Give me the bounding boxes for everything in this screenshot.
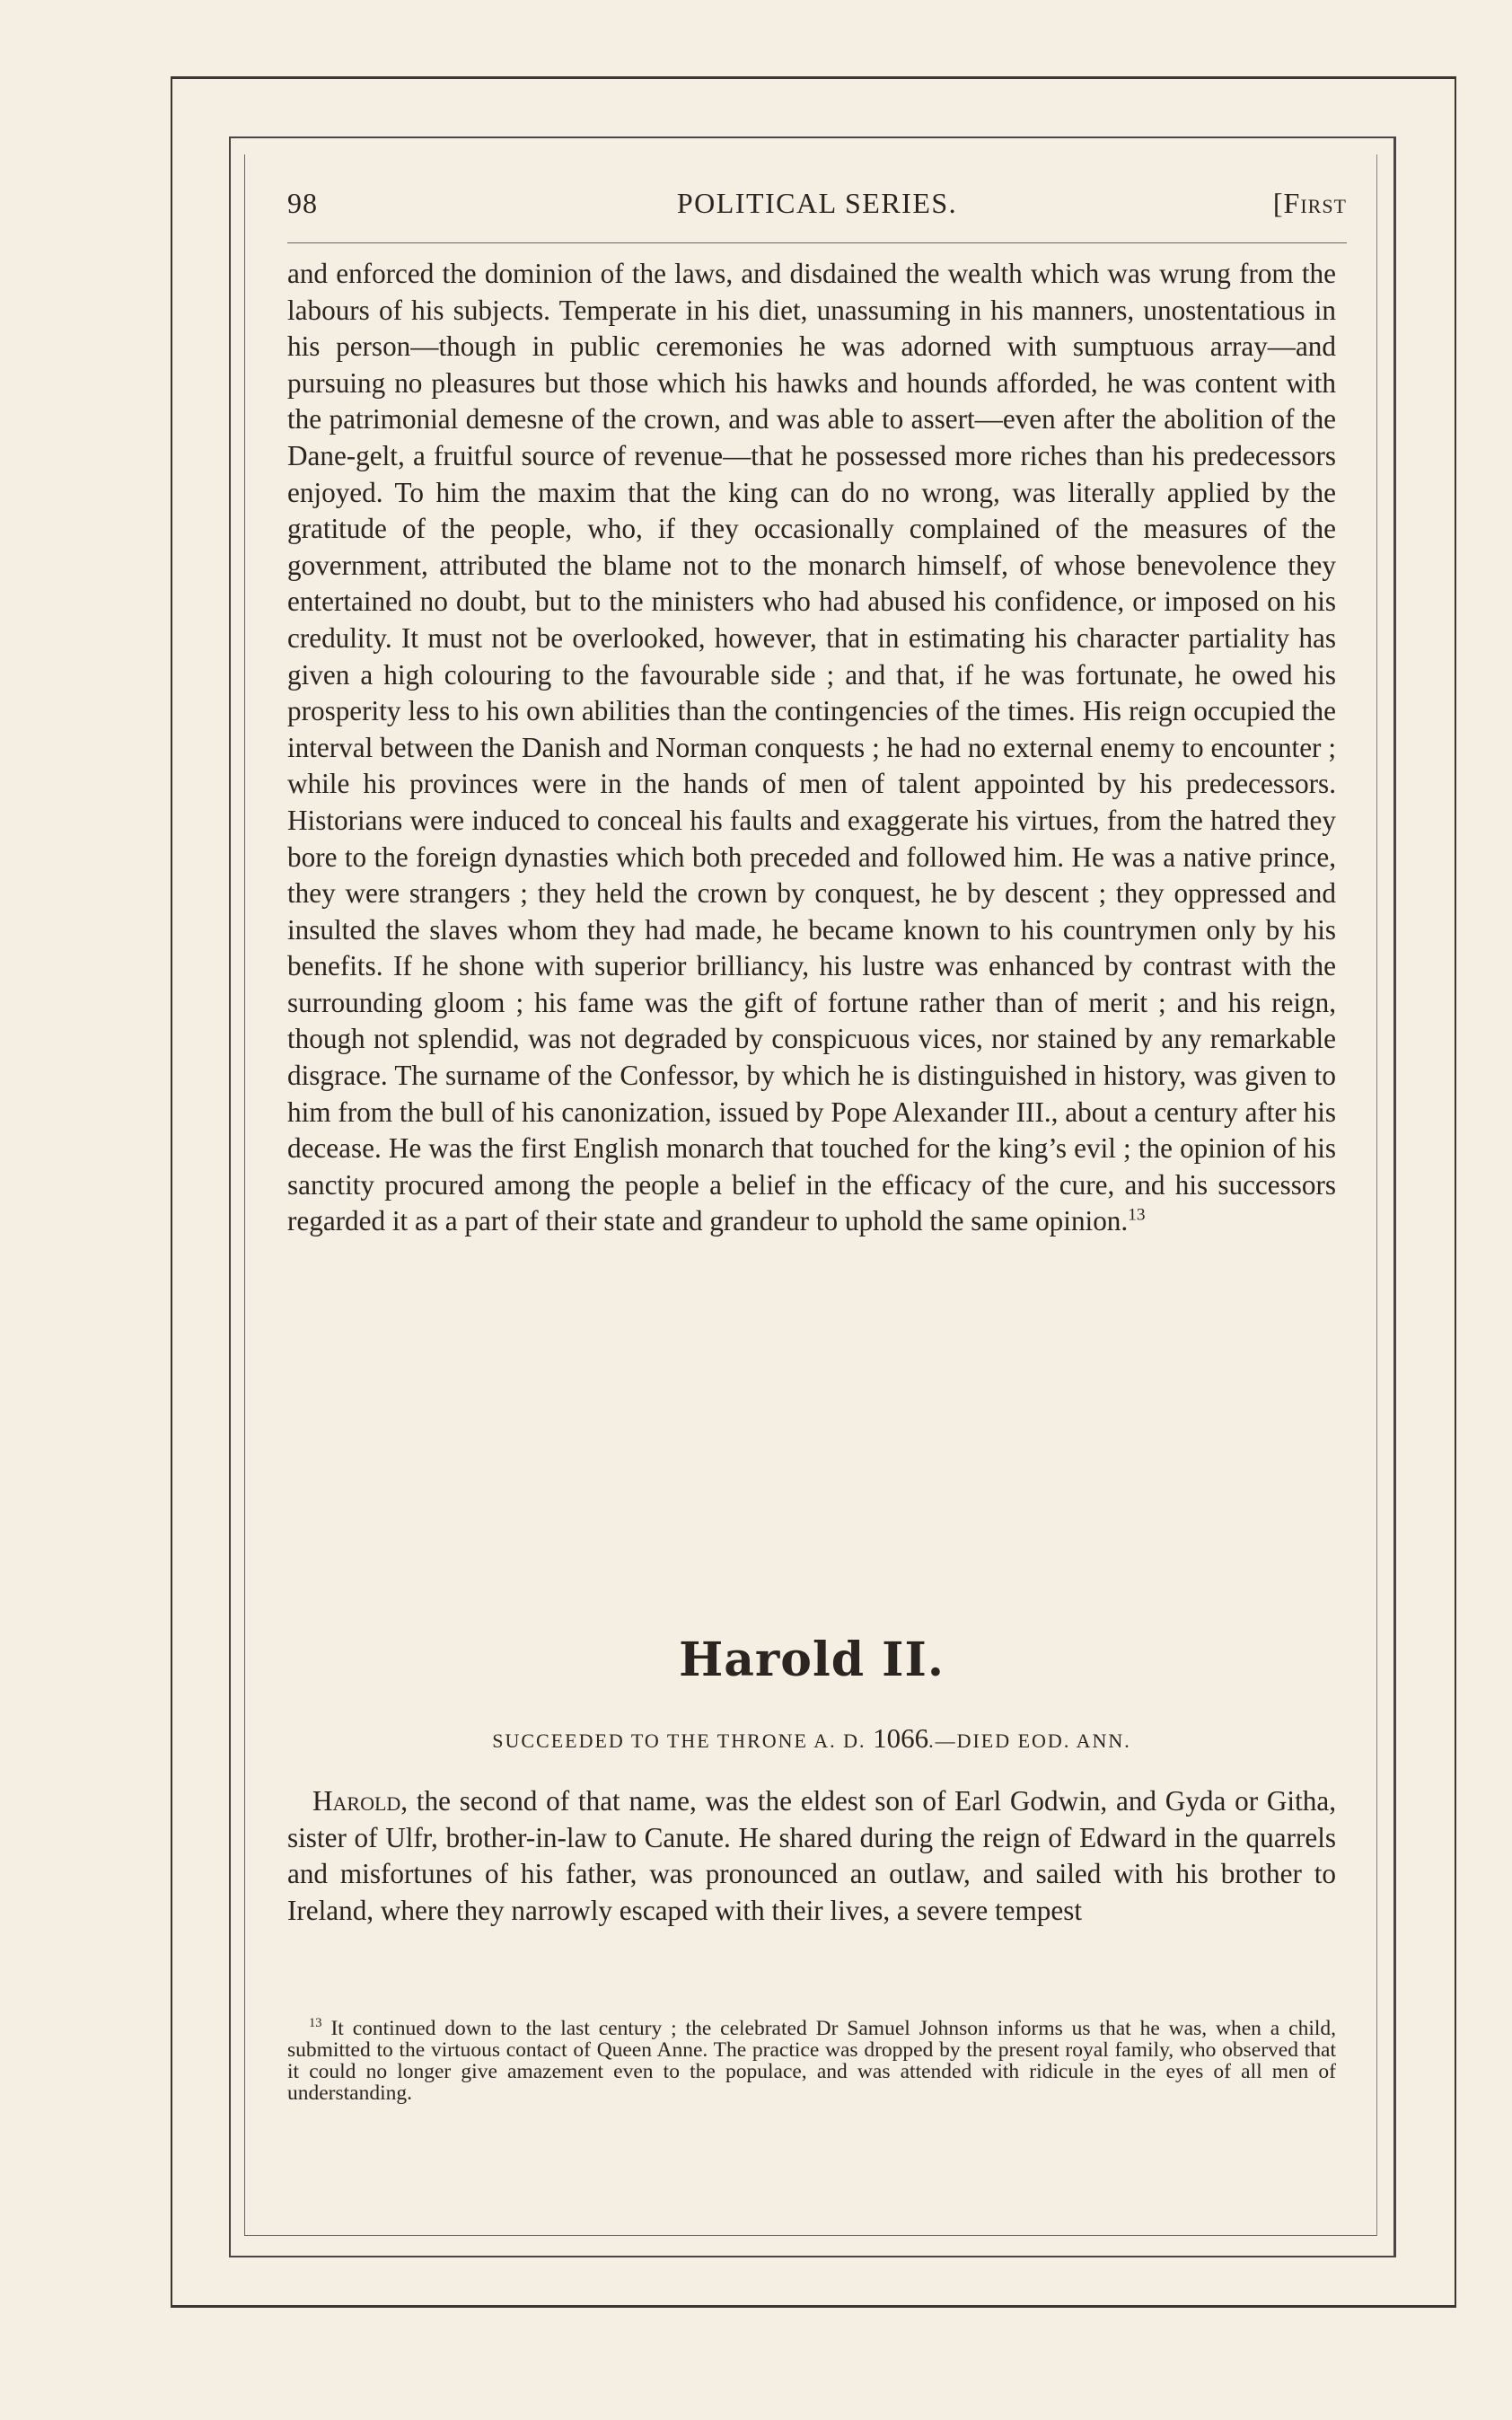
- section-heading: Harold II.: [679, 1632, 945, 1687]
- footnote-number: 13: [309, 2016, 322, 2031]
- subheading-year: 1066: [873, 1722, 929, 1754]
- subheading-suffix: .—DIED EOD. ANN.: [928, 1729, 1131, 1752]
- subheading-prefix: SUCCEEDED TO THE THRONE A. D.: [492, 1729, 874, 1752]
- running-title: POLITICAL SERIES.: [676, 187, 958, 219]
- section-subheading: [287, 1722, 1336, 1755]
- header-rule: [287, 242, 1347, 243]
- footnote-reference: 13: [1128, 1206, 1146, 1226]
- page-number: 98: [287, 187, 318, 219]
- body-paragraph-1: [287, 256, 1336, 1240]
- footnote: [287, 2018, 1336, 2104]
- paragraph-1-text: and enforced the dominion of the laws, and disdained the wealth which was wrung from the labours of his subjects. Temperate in his diet, unassuming in his manners, unostentatious in his person—though in public ceremonies he was adorned with sumptuous array—and pursuing no pleasures but those which his hawks and hounds afforded, he was content with the patrimonial demesne of the crown, and was able to assert—even after the abolition of the Dane-gelt, a fruitful source of revenue—that he possessed more riches than his predecessors enjoyed. To him the maxim that the king can do no wrong, was literally applied by the gratitude of the people, who, if they occasionally complained of the measures of the government, attributed the blame not to the monarch himself, of whose benevolence they entertained no doubt, but to the ministers who had abused his confidence, or imposed on his credulity. It must not be overlooked, however, that in estimating his character partiality has given a high colouring to the favourable side ; and that, if he was fortunate, he owed his prosperity less to his own abilities than the contingencies of the times. His reign occupied the interval between the Danish and Norman conquests ; he had no external enemy to encounter ; while his provinces were in the hands of men of talent appointed by his predecessors. Historians were induced to conceal his faults and exaggerate his virtues, from the hatred they bore to the foreign dynasties which both preceded and followed him. He was a native prince, they were strangers ; they held the crown by conquest, he by descent ; they oppressed and insulted the slaves whom they had made, he became known to his countrymen only by his benefits. If he shone with superior brilliancy, his lustre was enhanced by contrast with the surrounding gloom ; his fame was the gift of fortune rather than of merit ; and his reign, though not splendid, was not degraded by conspicuous vices, nor stained by any remarkable disgrace. The surname of the Confessor, by which he is distinguished in history, was given to him from the bull of his canonization, issued by Pope Alexander III., about a century after his decease. He was the first English monarch that touched for the king’s evil ; the opinion of his sanctity procured among the people a belief in the efficacy of the cure, and his successors regarded it as a part of their state and grandeur to uphold the same opinion.: [287, 258, 1336, 1237]
- paragraph-2-text: the second of that name, was the eldest son of Earl Godwin, and Gyda or Githa, sister of Ulfr, brother-in-law to Canute. He shared during the reign of Edward in the quarrels and misfortunes of his father, was pronounced an outlaw, and sailed with his brother to Ireland, where they narrowly escaped with their lives, a severe tempest: [287, 1785, 1336, 1926]
- body-paragraph-2: [287, 1783, 1336, 1929]
- section-marker: [First: [1272, 187, 1347, 219]
- paragraph-2-lead: Harold,: [312, 1785, 409, 1817]
- running-header: [287, 187, 1347, 232]
- footnote-text: It continued down to the last century ; the celebrated Dr Samuel Johnson informs us that he was, when a child, submitted to the virtuous contact of Queen Anne. The practice was dropped by the present royal family, who observed that it could no longer give amazement even to the populace, and was attended with ridicule in the eyes of all men of understanding.: [287, 2017, 1336, 2105]
